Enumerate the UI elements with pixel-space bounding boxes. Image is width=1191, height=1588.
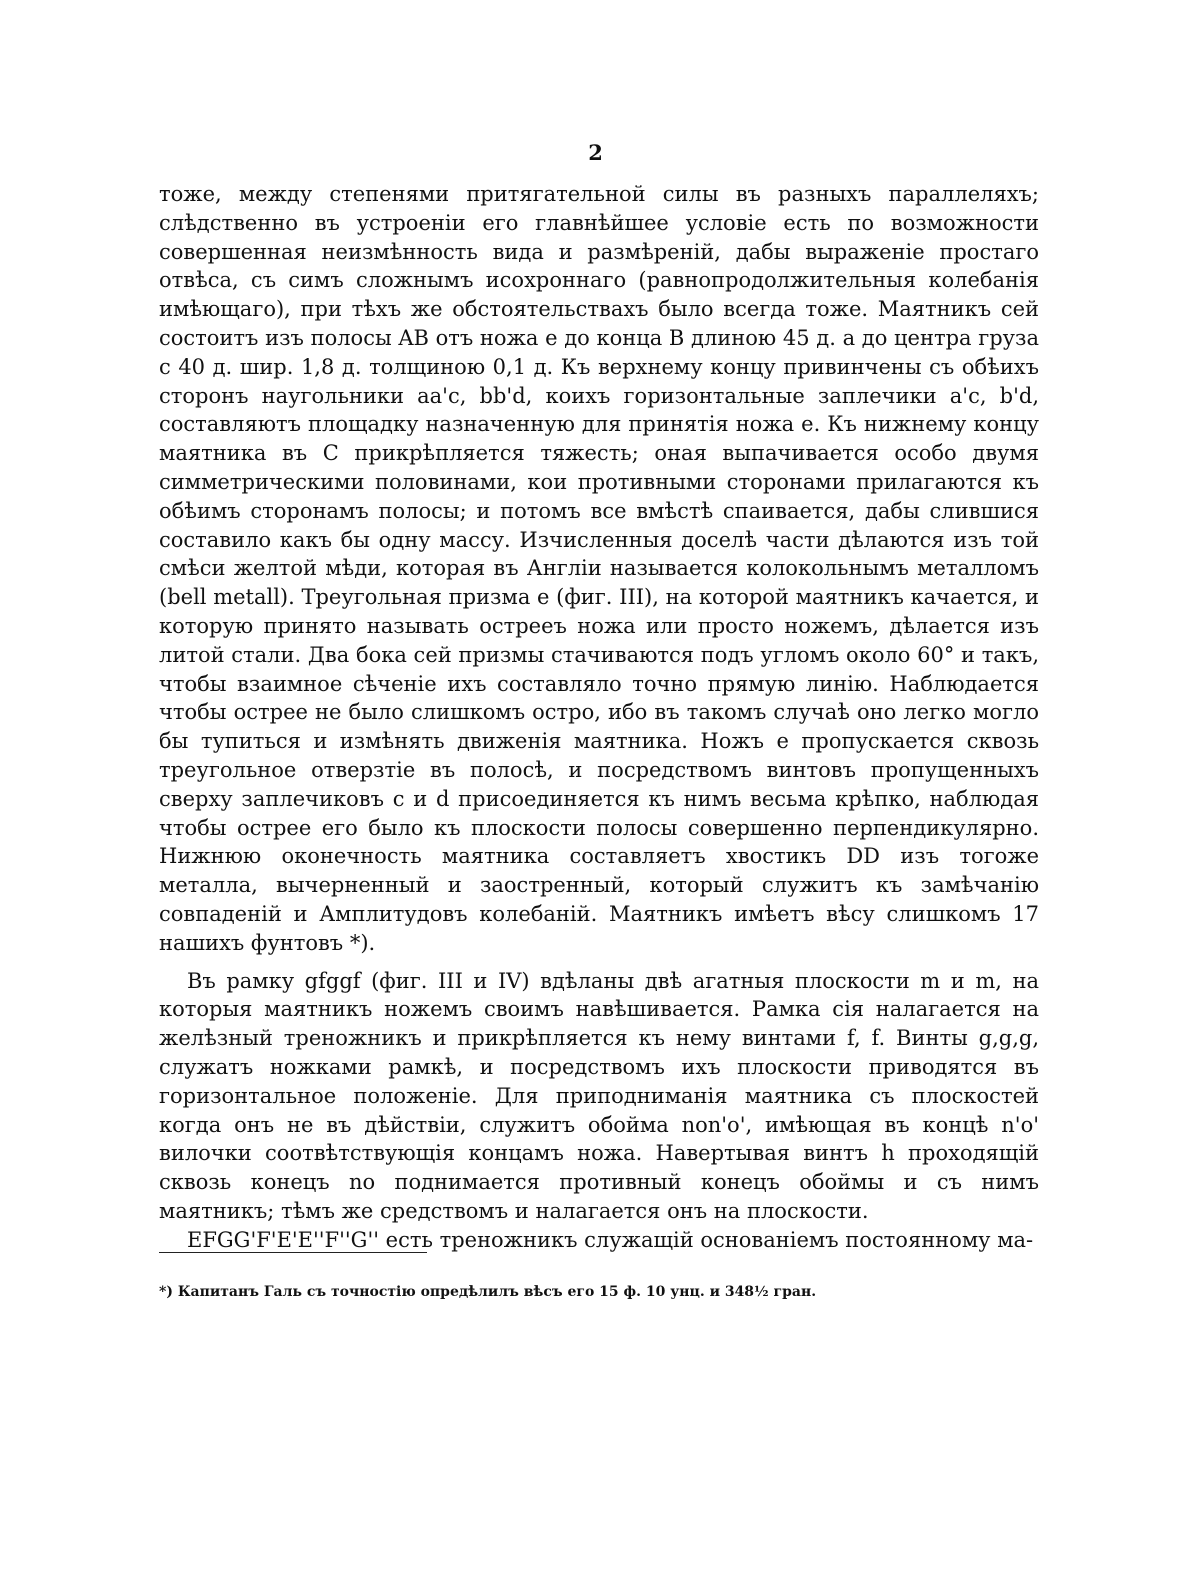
footnote-divider — [159, 1252, 427, 1253]
page-number: 2 — [588, 140, 603, 165]
body-text — [159, 180, 1039, 1254]
paragraph-3: EFGG'F'E'E''F''G'' есть треножникъ служащій основаніемъ постоянному ма- — [187, 1227, 1034, 1252]
paragraph-1: тоже, между степенями притягательной силы въ разныхъ параллеляхъ; слѣдственно въ устроеніи его главнѣйшее условіе есть по возможности совершенная неизмѣнность вида и размѣреній, дабы выраженіе простаго отвѣса, съ симъ сложнымъ исохроннаго (равнопродолжительныя колебанія имѣющаго), при тѣхъ же обстоятельствахъ было всегда тоже. Маятникъ сей состоитъ изъ полосы AB отъ ножа e до конца B длиною 45 д. а до центра груза c 40 д. шир. 1,8 д. толщиною 0,1 д. Къ верхнему концу привинчены съ обѣихъ сторонъ наугольники aa'c, bb'd, коихъ горизонтальные заплечики a'c, b'd, составляютъ площадку назначенную для принятія ножа e. Къ нижнему концу маятника въ C прикрѣпляется тяжесть; оная выпачивается особо двумя симметрическими половинами, кои противными сторонами прилагаются къ обѣимъ сторонамъ полосы; и потомъ все вмѣстѣ спаивается, дабы слившися составило какъ бы одну массу. Изчисленныя доселѣ части дѣлаются изъ той смѣси желтой мѣди, которая въ Англіи называется колокольнымъ металломъ (bell metall). Треугольная призма e (фиг. III), на которой маятникъ качается, и которую принято называть острееъ ножа или просто ножемъ, дѣлается изъ литой стали. Два бока сей призмы стачиваются подъ угломъ около 60° и такъ, чтобы взаимное сѣченіе ихъ составляло точно прямую линію. Наблюдается чтобы острее не было слишкомъ остро, ибо въ такомъ случаѣ оно легко могло бы тупиться и измѣнять движенія маятника. Ножъ e пропускается сквозь треугольное отверзтіе въ полосѣ, и посредствомъ винтовъ пропущенныхъ сверху заплечиковъ c и d присоединяется къ нимъ весьма крѣпко, наблюдая чтобы острее его было къ плоскости полосы совершенно перпендикулярно. Нижнюю оконечность маятника составляетъ хвостикъ DD изъ тогоже металла, вычерненный и заостренный, который служитъ къ замѣчанію совпаденій и Амплитудовъ колебаній. Маятникъ имѣетъ вѣсу слишкомъ 17 нашихъ фунтовъ *). — [159, 182, 1039, 955]
footnote: *) Капитанъ Галь съ точностію опредѣлилъ вѣсъ его 15 ф. 10 унц. и 348½ гран. — [159, 1284, 817, 1300]
paragraph-2: Въ рамку gfggf (фиг. III и IV) вдѣланы двѣ агатныя плоскости m и m, на которыя маятникъ ножемъ своимъ навѣшивается. Рамка сія налагается на желѣзный треножникъ и прикрѣпляется къ нему винтами f, f. Винты g,g,g, служатъ ножками рамкѣ, и посредствомъ ихъ плоскости приводятся въ горизонтальное положеніе. Для приподниманія маятника съ плоскостей когда онъ не въ дѣйствіи, служитъ обойма non'o', имѣющая въ концѣ n'o' вилочки соотвѣтствующія концамъ ножа. Навертывая винтъ h проходящій сквозь конецъ no поднимается противный конецъ обоймы и съ нимъ маятникъ; тѣмъ же средствомъ и налагается онъ на плоскости. — [159, 968, 1039, 1223]
